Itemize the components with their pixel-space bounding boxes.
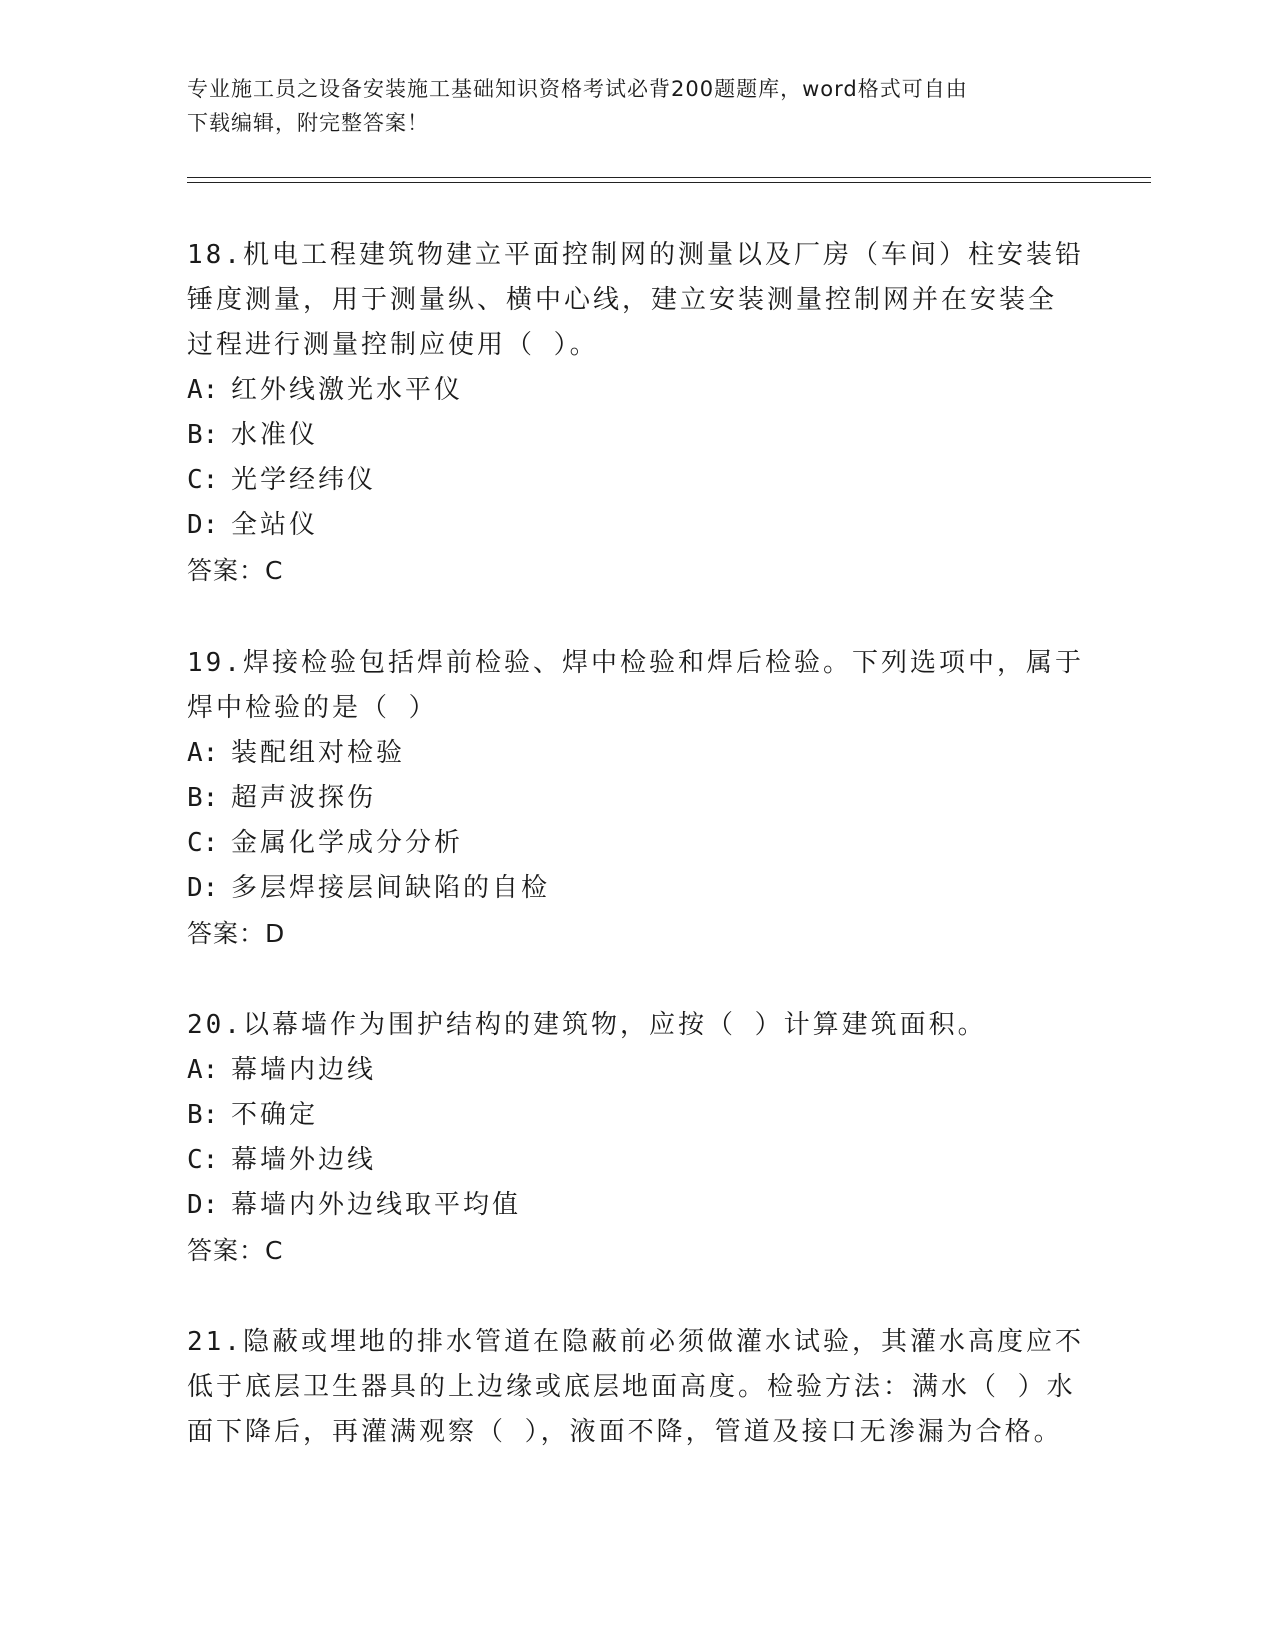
option-text: 全站仪: [231, 510, 319, 540]
question-text-line: 低于底层卫生器具的上边缘或底层地面高度。检验方法：满水（ ）水: [187, 1372, 1076, 1402]
option-d: [187, 866, 1087, 911]
option-b: [187, 1093, 1087, 1138]
question-text-line: 过程进行测量控制应使用（ ）。: [187, 330, 599, 360]
option-text: 不确定: [231, 1100, 319, 1130]
option-letter: B:: [187, 420, 219, 450]
header-divider-bottom: [187, 182, 1151, 183]
option-text: 幕墙内外边线取平均值: [231, 1190, 522, 1220]
option-letter: C:: [187, 1145, 219, 1175]
question-text-line: 20.以幕墙作为围护结构的建筑物，应按（ ）计算建筑面积。: [187, 1010, 987, 1040]
header-divider-top: [187, 177, 1151, 178]
option-d: [187, 1183, 1087, 1228]
option-letter: B:: [187, 783, 219, 813]
option-letter: D:: [187, 873, 219, 903]
option-letter: A:: [187, 738, 219, 768]
question-20: [187, 1003, 1087, 1273]
question-text-line: 19.焊接检验包括焊前检验、焊中检验和焊后检验。下列选项中，属于: [187, 648, 1084, 678]
option-text: 装配组对检验: [231, 738, 406, 768]
option-letter: D:: [187, 1190, 219, 1220]
option-letter: C:: [187, 828, 219, 858]
option-c: [187, 458, 1087, 503]
option-c: [187, 1138, 1087, 1183]
question-text-line: 21.隐蔽或埋地的排水管道在隐蔽前必须做灌水试验，其灌水高度应不: [187, 1327, 1084, 1357]
answer: 答案：C: [187, 556, 284, 585]
question-21: [187, 1320, 1087, 1455]
option-b: [187, 413, 1087, 458]
option-letter: D:: [187, 510, 219, 540]
option-c: [187, 821, 1087, 866]
header-line-1: 专业施工员之设备安装施工基础知识资格考试必背200题题库，word格式可自由: [187, 77, 968, 101]
option-d: [187, 503, 1087, 548]
option-letter: A:: [187, 1055, 219, 1085]
option-text: 红外线激光水平仪: [231, 375, 464, 405]
question-text-line: 18.机电工程建筑物建立平面控制网的测量以及厂房（车间）柱安装铅: [187, 240, 1084, 270]
answer: 答案：D: [187, 919, 286, 948]
question-18: [187, 233, 1087, 593]
option-text: 幕墙内边线: [231, 1055, 377, 1085]
document-header: [187, 72, 1067, 140]
option-b: [187, 776, 1087, 821]
question-19: [187, 641, 1087, 956]
option-text: 金属化学成分分析: [231, 828, 464, 858]
answer: 答案：C: [187, 1236, 284, 1265]
question-text-line: 焊中检验的是（ ）: [187, 693, 438, 723]
option-a: [187, 1048, 1087, 1093]
option-text: 幕墙外边线: [231, 1145, 377, 1175]
option-letter: A:: [187, 375, 219, 405]
option-letter: C:: [187, 465, 219, 495]
option-text: 多层焊接层间缺陷的自检: [231, 873, 551, 903]
option-letter: B:: [187, 1100, 219, 1130]
question-text-line: 锤度测量，用于测量纵、横中心线，建立安装测量控制网并在安装全: [187, 285, 1058, 315]
option-a: [187, 731, 1087, 776]
header-line-2: 下载编辑，附完整答案！: [187, 111, 429, 135]
option-text: 水准仪: [231, 420, 319, 450]
option-text: 超声波探伤: [231, 783, 377, 813]
option-a: [187, 368, 1087, 413]
question-text-line: 面下降后，再灌满观察（ ），液面不降，管道及接口无渗漏为合格。: [187, 1417, 1063, 1447]
option-text: 光学经纬仪: [231, 465, 377, 495]
